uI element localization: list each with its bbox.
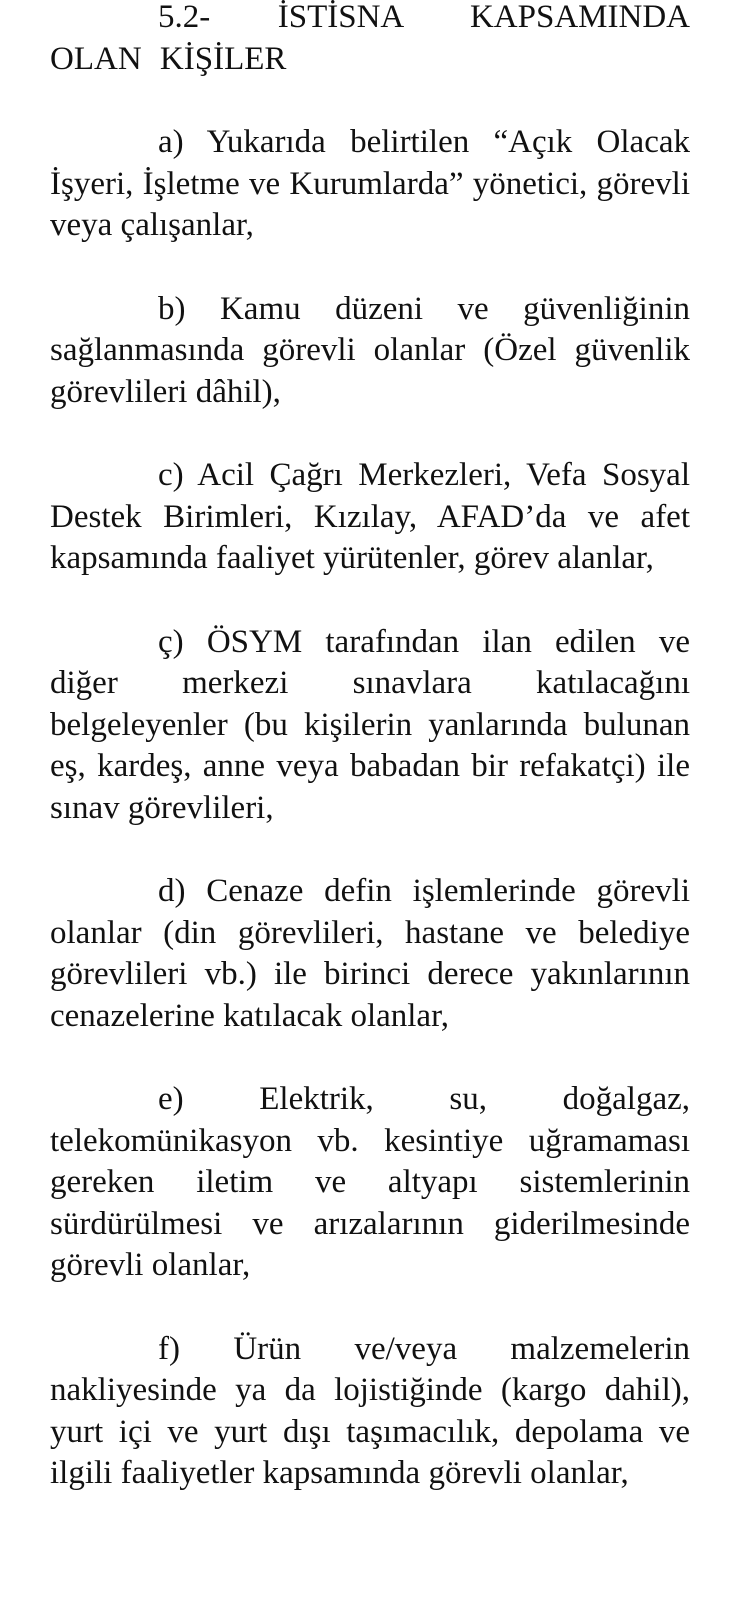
list-item-c-cedilla: ç) ÖSYM tarafından ilan edilen ve diğer merkezi sınavlara katılacağını belgeleyenler (bu kişilerin yanlarında bulunan eş, kardeş, anne veya babadan bir refakatçi) ile sınav görevlileri, [50, 623, 690, 826]
list-item-d: d) Cenaze defin işlemlerinde görevli olanlar (din görevlileri, hastane ve belediye görevlileri vb.) ile birinci derece yakınlarının cenazelerine katılacak olanlar, [50, 873, 690, 1034]
section-heading: 5.2- İSTİSNA KAPSAMINDA OLAN KİŞİLER [50, 0, 690, 77]
list-item-b: b) Kamu düzeni ve güvenliğinin sağlanmasında görevli olanlar (Özel güvenlik görevlileri dâhil), [50, 290, 690, 410]
list-item-c: c) Acil Çağrı Merkezleri, Vefa Sosyal Destek Birimleri, Kızılay, AFAD’da ve afet kapsamında faaliyet yürütenler, görev alanlar, [50, 457, 690, 576]
document-page [50, 0, 690, 1495]
list-item-e: e) Elektrik, su, doğalgaz, telekomünikasyon vb. kesintiye uğramaması gereken iletim ve altyapı sistemlerinin sürdürülmesi ve arızalarının giderilmesinde görevli olanlar, [50, 1081, 690, 1283]
list-item-a: a) Yukarıda belirtilen “Açık Olacak İşyeri, İşletme ve Kurumlarda” yönetici, görevli veya çalışanlar, [50, 124, 690, 243]
list-item-f: f) Ürün ve/veya malzemelerin nakliyesinde ya da lojistiğinde (kargo dahil), yurt içi ve yurt dışı taşımacılık, depolama ve ilgili faaliyetler kapsamında görevli olanlar, [50, 1330, 690, 1491]
